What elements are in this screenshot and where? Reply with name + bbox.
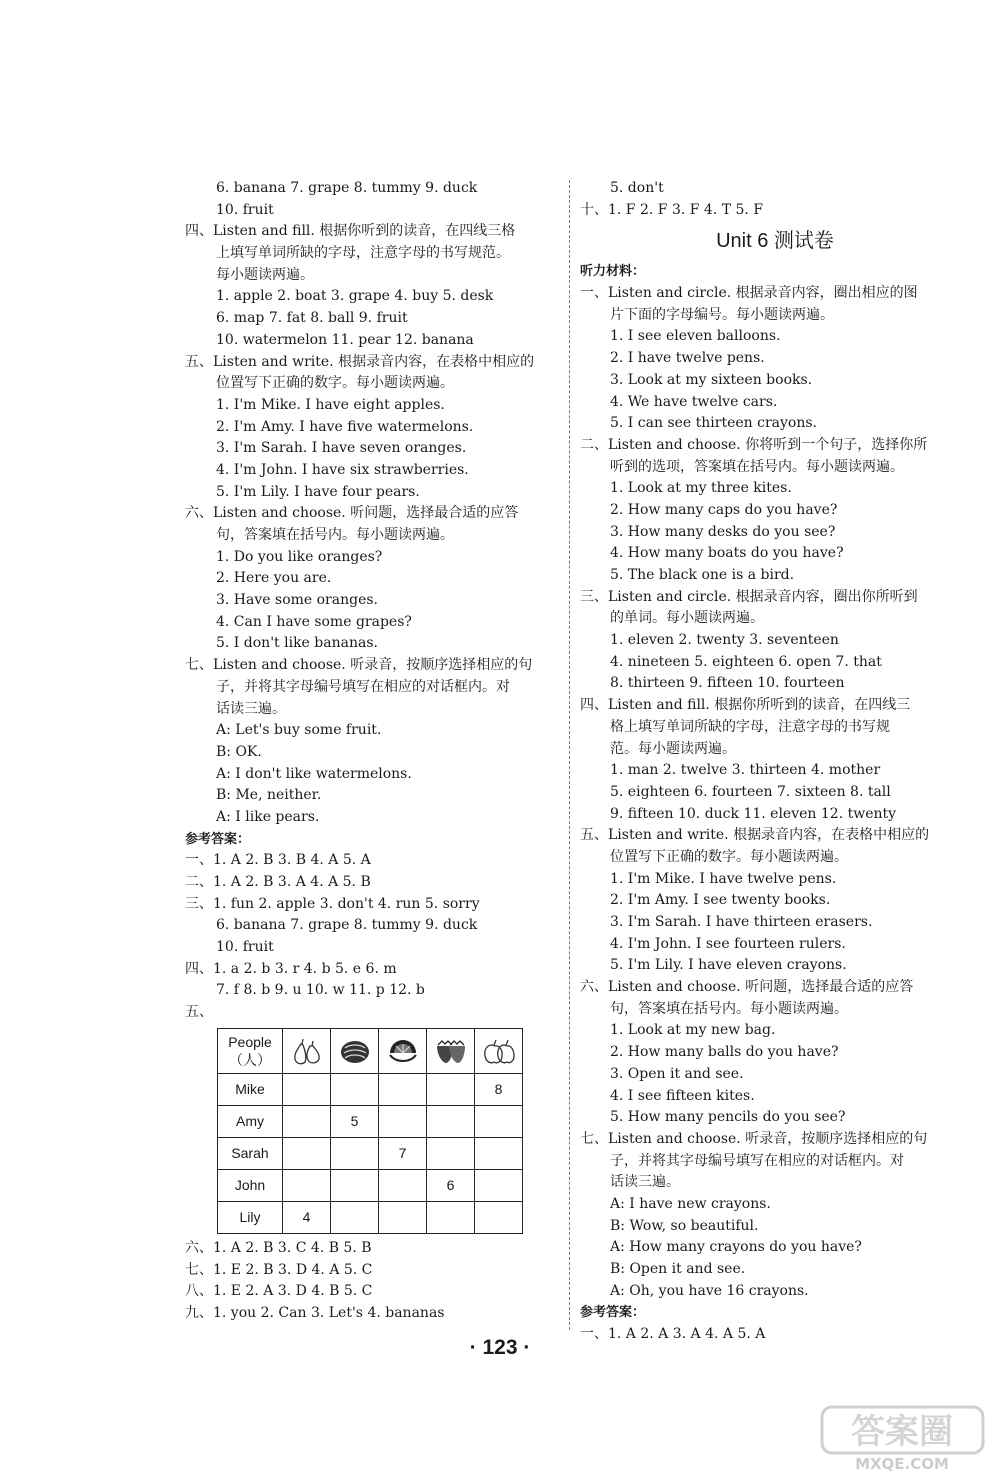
table-cell [427,1137,475,1169]
text-line: A: I don't like watermelons. [216,765,412,782]
table-header-row [218,1028,523,1073]
watermelon-icon [331,1028,379,1073]
text-line: 3. Look at my sixteen books. [610,371,813,388]
text-line: 片下面的字母编号。每小题读两遍。 [610,306,834,323]
table-cell [379,1201,427,1233]
text-line: 6. map 7. fat 8. ball 9. fruit [216,310,408,327]
table-cell [283,1169,331,1201]
table-cell [283,1137,331,1169]
text-line: 3. I'm Sarah. I have thirteen erasers. [610,914,873,930]
text-line: 4. nineteen 5. eighteen 6. open 7. that [610,653,882,670]
text-line: 10. watermelon 11. pear 12. banana [216,331,474,348]
text-line: 3. How many desks do you see? [610,523,836,540]
text-line: 5. I don't like bananas. [216,635,378,652]
table-row [218,1137,523,1169]
table-cell [283,1073,331,1105]
left-answers-bottom [185,1238,565,1325]
text-line: 4. I'm John. I have six strawberries. [216,461,469,478]
text-line: 4. Can I have some grapes? [216,613,412,630]
watermark-text: 答案圈 [851,1412,953,1452]
apple-icon [475,1028,523,1073]
text-line: 1. man 2. twelve 3. thirteen 4. mother [610,762,881,779]
text-line: 句，答案填在括号内。每小题读两遍。 [610,1000,848,1017]
text-line: 2. How many balls do you have? [610,1044,839,1061]
text-line: 的单词。每小题读两遍。 [610,610,764,627]
table-cell [379,1073,427,1105]
table-cell [283,1105,331,1137]
text-line: 5. I'm Lily. I have eleven crayons. [610,957,847,974]
column-divider [569,180,570,1330]
table-cell: 7 [379,1137,427,1169]
text-line: 4. I see fifteen kites. [610,1087,755,1104]
table-cell [475,1105,523,1137]
table-row [218,1073,523,1105]
text-line: 听力材料： [580,264,646,280]
orange-icon [379,1028,427,1073]
text-line: 八、1. E 2. A 3. D 4. B 5. C [185,1283,373,1300]
text-line: 5. I'm Lily. I have four pears. [216,483,420,500]
right-top-block [580,178,970,221]
strawberry-icon [427,1028,475,1073]
text-line: 1. eleven 2. twenty 3. seventeen [610,632,839,649]
text-line: 1. apple 2. boat 3. grape 4. buy 5. desk [216,288,494,305]
text-line: B: OK. [216,743,262,760]
text-line: 格上填写单词所缺的字母，注意字母的书写规 [610,718,890,735]
text-line: B: Open it and see. [610,1261,746,1277]
table-cell [331,1201,379,1233]
text-line: 五、 [185,1004,213,1021]
text-line: 十、1. F 2. F 3. F 4. T 5. F [580,201,764,218]
text-line: 一、1. A 2. A 3. A 4. A 5. A [580,1326,766,1343]
text-line: 范。每小题读两遍。 [610,740,736,757]
table-cell [475,1169,523,1201]
text-line: 3. I'm Sarah. I have seven oranges. [216,440,467,457]
text-line: A: How many crayons do you have? [610,1239,862,1256]
text-line: 4. How many boats do you have? [610,545,844,562]
text-line: 一、Listen and circle. 根据录音内容，圈出相应的图 [580,285,918,302]
text-line: 1. I see eleven balloons. [610,328,781,345]
people-header-cell: People （人） [218,1028,283,1073]
table-cell [475,1137,523,1169]
text-line: 1. Do you like oranges? [216,548,383,565]
table-cell: 8 [475,1073,523,1105]
person-name-cell: Amy [218,1105,283,1137]
text-line: 6. banana 7. grape 8. tummy 9. duck [216,917,478,934]
text-line: 参考答案： [580,1305,646,1321]
text-line: 九、1. you 2. Can 3. Let's 4. bananas [185,1304,445,1321]
text-line: 4. We have twelve cars. [610,393,778,410]
text-line: 9. fifteen 10. duck 11. eleven 12. twenty [610,805,897,822]
text-line: 三、Listen and circle. 根据录音内容，圈出你所听到 [580,588,918,605]
text-line: 1. Look at my new bag. [610,1022,776,1039]
text-line: 位置写下正确的数字。每小题读两遍。 [216,375,454,392]
right-text-block [580,261,970,1345]
text-line: 七、Listen and choose. 听录音，按顺序选择相应的句 [580,1130,928,1147]
text-line: 六、Listen and choose. 听问题，选择最合适的应答 [580,979,914,996]
table-row [218,1201,523,1233]
left-column [185,178,565,1325]
text-line: 8. thirteen 9. fifteen 10. fourteen [610,675,845,692]
table-cell: 4 [283,1201,331,1233]
text-line: 六、Listen and choose. 听问题，选择最合适的应答 [185,505,519,522]
text-line: A: Oh, you have 16 crayons. [610,1282,809,1299]
text-line: 听到的选项，答案填在括号内。每小题读两遍。 [610,458,904,475]
text-line: 每小题读两遍。 [216,266,314,283]
text-line: 6. banana 7. grape 8. tummy 9. duck [216,180,478,196]
text-line: 5. eighteen 6. fourteen 7. sixteen 8. tall [610,783,891,800]
text-line: 1. I'm Mike. I have eight apples. [216,396,445,413]
table-cell [427,1073,475,1105]
text-line: 3. Open it and see. [610,1065,744,1082]
text-line: 2. I'm Amy. I have five watermelons. [216,418,474,435]
text-line: 2. I'm Amy. I see twenty books. [610,892,831,909]
text-line: 1. I'm Mike. I have twelve pens. [610,870,837,887]
person-name-cell: John [218,1169,283,1201]
text-line: 四、1. a 2. b 3. r 4. b 5. e 6. m [185,960,397,977]
table-cell: 5 [331,1105,379,1137]
text-line: 7. f 8. b 9. u 10. w 11. p 12. b [216,982,425,999]
unit-title: Unit 6 测试卷 [716,230,834,253]
answer-table [217,1028,523,1234]
table-cell [427,1201,475,1233]
table-cell [331,1169,379,1201]
table-cell [331,1073,379,1105]
text-line: 2. Here you are. [216,570,332,587]
text-line: 5. don't [610,180,664,196]
text-line: 七、Listen and choose. 听录音，按顺序选择相应的句 [185,657,533,674]
text-line: B: Wow, so beautiful. [610,1217,759,1234]
watermark-logo [820,1405,985,1473]
text-line: 句，答案填在括号内。每小题读两遍。 [216,527,454,543]
text-line: 2. I have twelve pens. [610,350,765,367]
text-line: 二、Listen and choose. 你将听到一个句子，选择你所 [580,436,928,453]
text-line: 一、1. A 2. B 3. B 4. A 5. A [185,852,371,869]
table-cell: 6 [427,1169,475,1201]
text-line: 子，并将其字母编号填写在相应的对话框内。对 [216,678,510,695]
person-name-cell: Mike [218,1073,283,1105]
text-line: 1. Look at my three kites. [610,480,792,497]
text-line: 三、1. fun 2. apple 3. don't 4. run 5. sorry [185,895,480,912]
text-line: 2. How many caps do you have? [610,501,838,518]
pear-icon [283,1028,331,1073]
text-line: 子，并将其字母编号填写在相应的对话框内。对 [610,1152,904,1169]
text-line: 参考答案： [185,831,251,847]
left-text-block [185,178,565,1024]
table-cell [331,1137,379,1169]
text-line: 二、1. A 2. B 3. A 4. A 5. B [185,874,371,890]
table-row [218,1169,523,1201]
page-number: · 123 · [469,1336,531,1359]
text-line: 10. fruit [216,201,274,218]
text-line: A: I like pears. [216,808,320,825]
text-line: 五、Listen and write. 根据录音内容，在表格中相应的 [185,353,535,370]
text-line: 4. I'm John. I see fourteen rulers. [610,935,846,952]
text-line: 位置写下正确的数字。每小题读两遍。 [610,848,848,865]
text-line: B: Me, neither. [216,787,322,804]
text-line: 5. The black one is a bird. [610,567,795,583]
text-line: 五、Listen and write. 根据录音内容，在表格中相应的 [580,827,930,844]
text-line: 四、Listen and fill. 根据你听到的读音，在四线三格 [185,223,516,240]
watermark-url: MXQE.COM [855,1455,949,1473]
text-line: 上填写单词所缺的字母，注意字母的书写规范。 [216,245,510,262]
text-line: 六、1. A 2. B 3. C 4. B 5. B [185,1239,372,1256]
text-line: A: Let's buy some fruit. [216,722,382,739]
text-line: 10. fruit [216,939,274,956]
text-line: A: I have new crayons. [610,1195,771,1212]
table-cell [379,1105,427,1137]
text-line: 话读三遍。 [610,1174,680,1191]
text-line: 5. I can see thirteen crayons. [610,415,817,432]
text-line: 5. How many pencils do you see? [610,1109,846,1126]
right-column [580,178,970,1346]
table-row [218,1105,523,1137]
text-line: 四、Listen and fill. 根据你所听到的读音，在四线三 [580,697,911,714]
table-cell [475,1201,523,1233]
table-cell [427,1105,475,1137]
person-name-cell: Lily [218,1201,283,1233]
text-line: 话读三遍。 [216,700,286,717]
person-name-cell: Sarah [218,1137,283,1169]
text-line: 七、1. E 2. B 3. D 4. A 5. C [185,1261,373,1278]
table-cell [379,1169,427,1201]
text-line: 3. Have some oranges. [216,592,378,609]
